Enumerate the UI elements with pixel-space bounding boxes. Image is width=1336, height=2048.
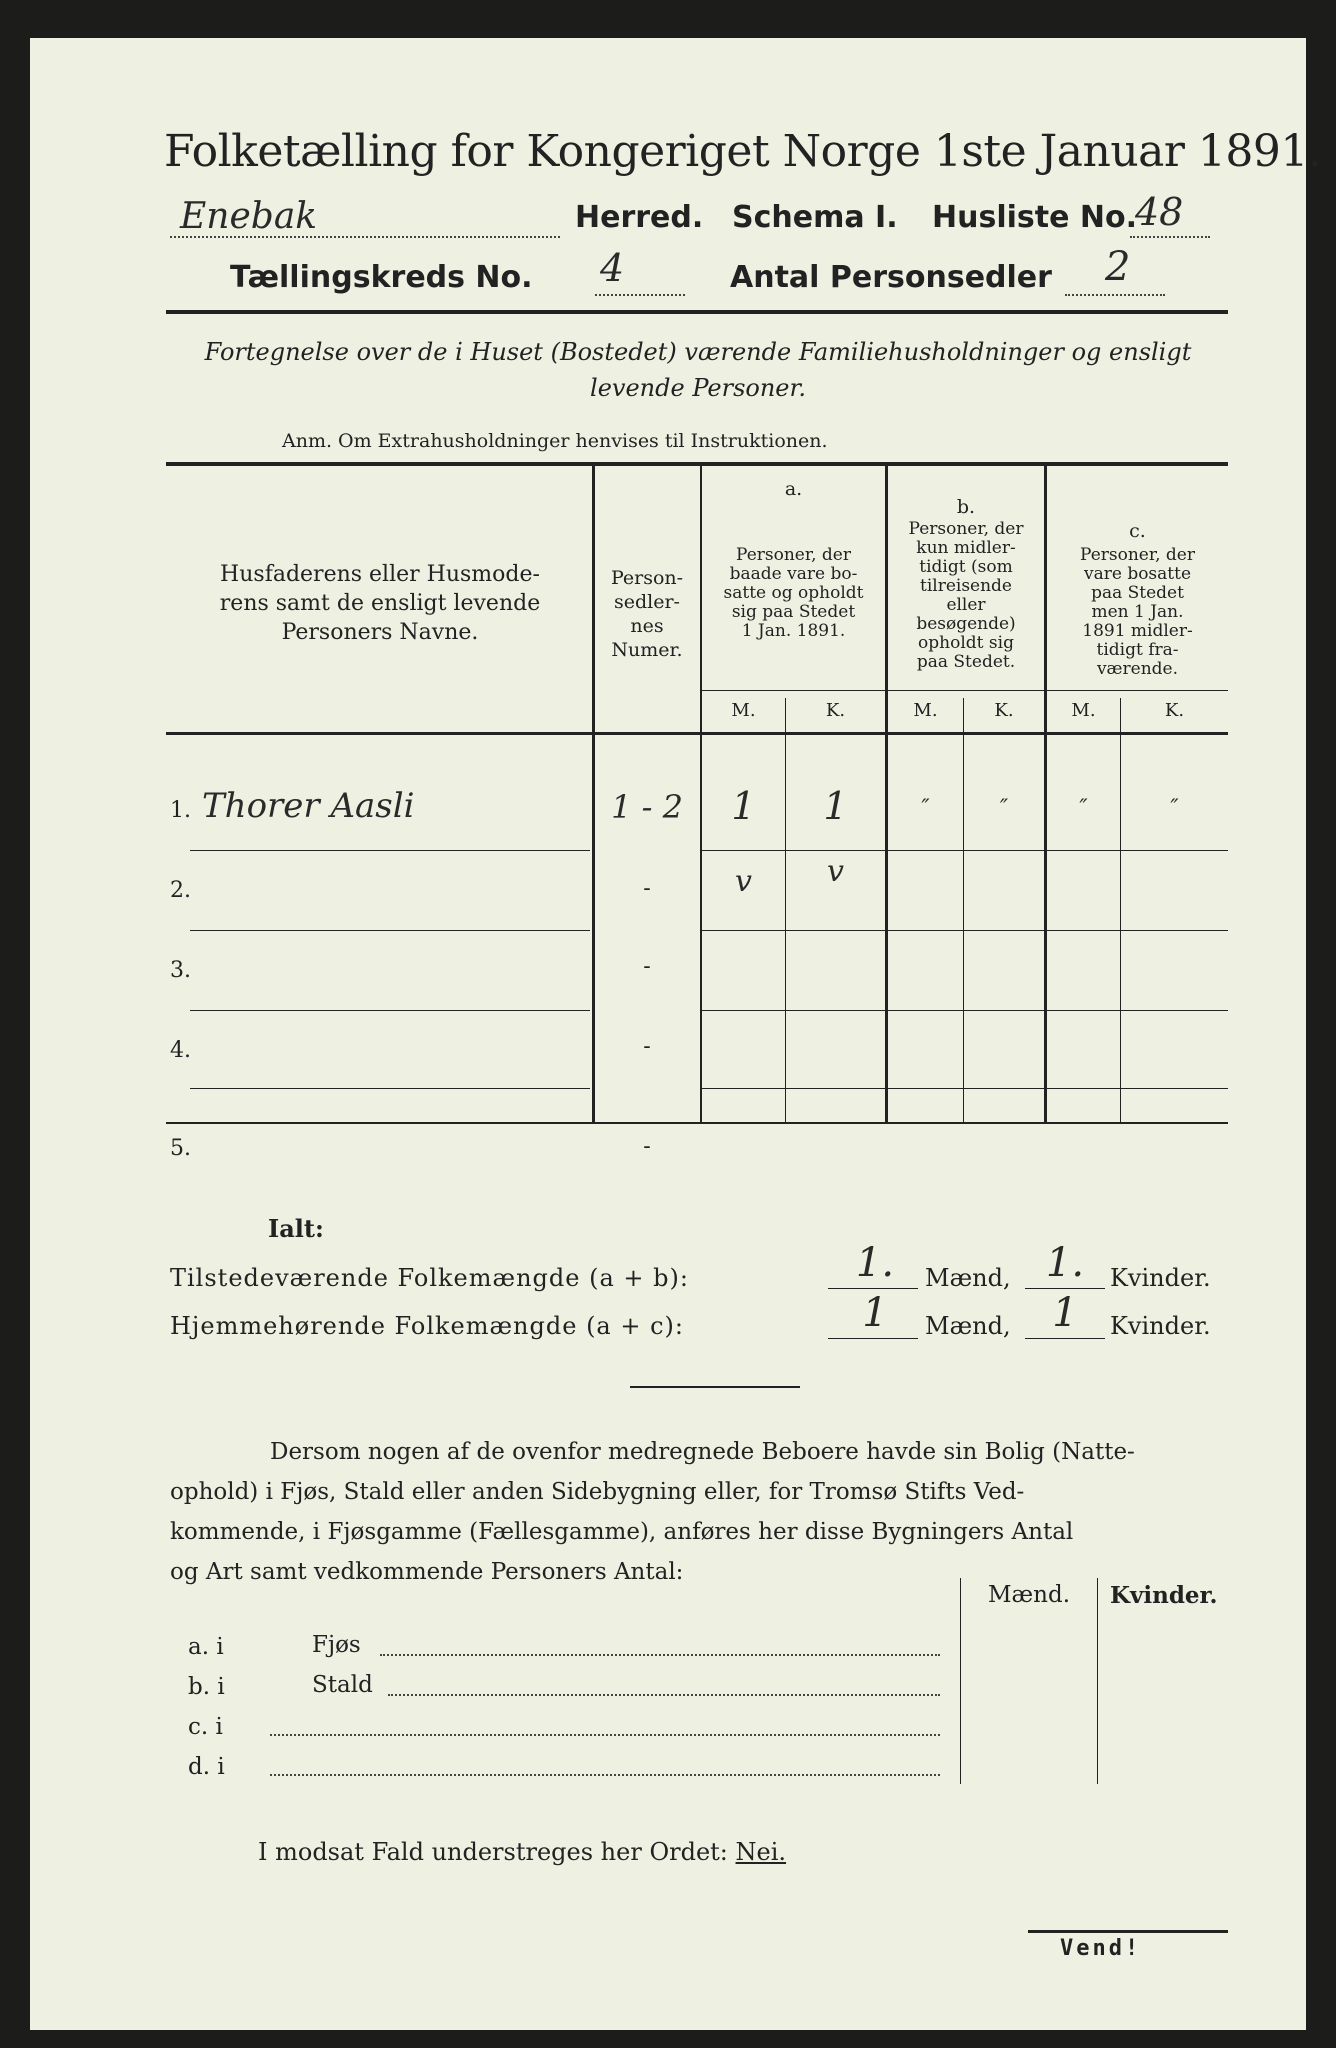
taellingskreds-value: 4	[600, 246, 625, 290]
anm-note: Anm. Om Extrahusholdninger henvises til Instruktionen.	[282, 430, 828, 452]
row-c-k: ″	[1170, 796, 1179, 821]
hjemme-label: Hjemmehørende Folkemængde (a + c):	[170, 1312, 684, 1340]
herred-label: Herred.	[575, 200, 704, 235]
subtitle: Fortegnelse over de i Huset (Bostedet) værende Familiehusholdninger og ensligt levende Personer.	[204, 338, 1192, 402]
vend-label: Vend!	[1060, 1936, 1142, 1961]
bygning-label: Fjøs	[312, 1632, 361, 1658]
row-number: 2.	[170, 878, 191, 903]
row-numer: -	[643, 1034, 651, 1059]
hjemme-kvinder-value: 1	[1052, 1290, 1078, 1336]
row-c-m: ″	[1079, 796, 1088, 821]
hjemme-kvinder-label: Kvinder.	[1110, 1312, 1211, 1340]
hjemme-maend-value: 1	[862, 1290, 888, 1336]
col-b-letter: b.	[956, 496, 976, 518]
row-number: 3.	[170, 958, 191, 983]
husliste-value: 48	[1135, 190, 1184, 234]
bygning-letter: a. i	[188, 1634, 224, 1660]
tilstede-kvinder-label: Kvinder.	[1110, 1264, 1211, 1292]
row-a-k: v	[827, 854, 844, 889]
bygning-label: Stald	[312, 1672, 373, 1698]
herred-name: Enebak	[180, 196, 318, 237]
row-number: 1.	[170, 798, 191, 823]
row-numer: 1 - 2	[611, 788, 683, 826]
instructions-paragraph: Dersom nogen af de ovenfor medregnede Beboere havde sin Bolig (Natte- ophold) i Fjøs, Stald eller anden Sidebygning eller, for Tromsø Stifts Ved- kommende, i Fjøsgamme (Fællesgamme), anføres her disse Bygningers Antal og Art samt vedkommende Personers Antal:	[170, 1439, 1135, 1585]
row-numer: -	[643, 1134, 651, 1159]
row-a-k: 1	[823, 784, 848, 828]
schema-label: Schema I.	[732, 200, 898, 235]
taellingskreds-label: Tællingskreds No.	[230, 260, 533, 295]
col-c-header: Personer, der vare bosatte paa Stedet men 1 Jan. 1891 midler- tidigt fra- værende.	[1080, 545, 1195, 679]
col-c-m-label: M.	[1071, 700, 1096, 721]
bygning-kvinder-header: Kvinder.	[1110, 1582, 1218, 1609]
row-number: 5.	[170, 1136, 191, 1161]
row-b-m: ″	[921, 796, 930, 821]
tilstede-maend-label: Mænd,	[925, 1264, 1011, 1292]
bygning-letter: d. i	[188, 1754, 225, 1780]
tilstede-label: Tilstedeværende Folkemængde (a + b):	[170, 1264, 689, 1292]
tilstede-maend-value: 1.	[855, 1240, 895, 1286]
bygning-letter: b. i	[188, 1674, 225, 1700]
bygning-maend-header: Mænd.	[988, 1582, 1071, 1608]
col-a-k-label: K.	[825, 700, 846, 721]
col-b-header: Personer, der kun midler- tidigt (som tilreisende eller besøgende) opholdt sig paa Stedet.	[908, 519, 1024, 672]
row-number: 4.	[170, 1038, 191, 1063]
ialt-label: Ialt:	[268, 1214, 324, 1243]
row-a-m: 1	[731, 784, 756, 828]
col-a-header: Personer, der baade vare bo- satte og opholdt sig paa Stedet 1 Jan. 1891.	[723, 545, 864, 641]
col-b-m-label: M.	[913, 700, 938, 721]
col-c-letter: c.	[1129, 520, 1146, 542]
col-names-header: Husfaderens eller Husmode- rens samt de ensligt levende Personers Navne.	[219, 562, 541, 645]
antal-personsedler-value: 2	[1105, 244, 1131, 290]
modsat-fald-note: I modsat Fald understreges her Ordet: Nei.	[258, 1838, 787, 1866]
col-b-k-label: K.	[994, 700, 1014, 721]
husliste-label: Husliste No.	[932, 200, 1137, 235]
row-b-k: ″	[999, 796, 1009, 821]
col-numer-header: Person- sedler- nes Numer.	[610, 567, 684, 661]
row-numer: -	[643, 876, 651, 901]
col-a-m-label: M.	[731, 700, 756, 721]
antal-personsedler-label: Antal Personsedler	[730, 260, 1052, 295]
col-a-letter: a.	[784, 478, 803, 500]
row-a-m: v	[735, 864, 752, 899]
col-c-k-label: K.	[1164, 700, 1185, 721]
form-title: Folketælling for Kongeriget Norge 1ste Januar 1891.	[164, 126, 1322, 177]
hjemme-maend-label: Mænd,	[925, 1312, 1011, 1340]
row-numer: -	[643, 954, 651, 979]
tilstede-kvinder-value: 1.	[1045, 1240, 1085, 1286]
row-name: Thorer Aasli	[202, 786, 415, 826]
bygning-letter: c. i	[188, 1714, 223, 1740]
census-form	[30, 38, 1322, 2030]
